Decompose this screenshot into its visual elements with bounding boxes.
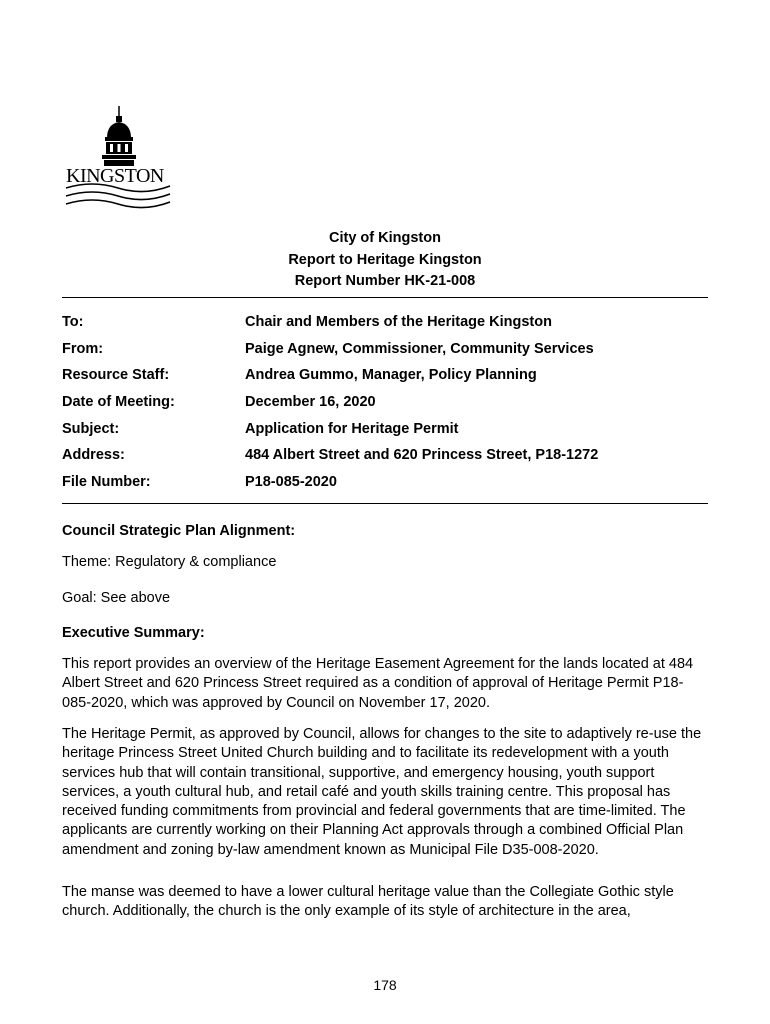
header-report-to: Report to Heritage Kingston	[288, 251, 482, 268]
meta-label: Date of Meeting:	[62, 394, 175, 411]
meta-row-resource-staff	[62, 367, 712, 394]
meta-label: File Number:	[62, 474, 151, 491]
meta-row-address	[62, 447, 712, 474]
meta-row-date	[62, 394, 712, 421]
meta-label: Resource Staff:	[62, 367, 170, 384]
city-hall-dome-icon	[62, 104, 172, 216]
theme-text: Theme: Regulatory & compliance	[62, 554, 277, 570]
meta-label: Address:	[62, 447, 125, 464]
meta-value: P18-085-2020	[245, 474, 337, 491]
meta-row-from	[62, 341, 712, 368]
meta-label: Subject:	[62, 420, 120, 437]
meta-row-to	[62, 314, 712, 341]
header-report-number: Report Number HK-21-008	[294, 273, 476, 289]
divider-bottom	[62, 503, 708, 504]
header-city: City of Kingston	[329, 230, 441, 246]
meta-value: December 16, 2020	[245, 394, 376, 411]
goal-text: Goal: See above	[62, 590, 171, 606]
page-number: 178	[373, 977, 397, 993]
divider-top	[62, 297, 708, 298]
meta-value: 484 Albert Street and 620 Princess Street, P18-1272	[245, 447, 599, 464]
meta-label: From:	[62, 340, 104, 357]
paragraph-1: This report provides an overview of the Heritage Easement Agreement for the lands located at 484 Albert Street and 620 Princess Street required as a condition of approval of Heritage Permit P18-085-2020, which was approved by Council on November 17, 2020.	[62, 656, 694, 711]
meta-row-file-number	[62, 474, 712, 501]
meta-row-subject	[62, 421, 712, 448]
executive-summary-heading: Executive Summary:	[62, 625, 205, 641]
meta-value: Paige Agnew, Commissioner, Community Services	[245, 340, 594, 357]
report-header	[0, 228, 770, 293]
meta-value: Andrea Gummo, Manager, Policy Planning	[245, 367, 537, 384]
paragraph-2: The Heritage Permit, as approved by Council, allows for changes to the site to adaptively re-use the heritage Princess Street United Church building and to facilitate its redevelopment with a youth services hub that will contain transitional, supportive, and emergency housing, youth support services, a youth cultural hub, and retail café and youth skills training centre. This proposal has received funding commitments from provincial and federal governments that are time-limited. The applicants are currently working on their Planning Act approvals through a combined Official Plan amendment and zoning by-law amendment known as Municipal File D35-008-2020.	[62, 726, 702, 858]
strategic-plan-heading: Council Strategic Plan Alignment:	[62, 523, 296, 539]
report-meta-table	[62, 314, 712, 501]
meta-value: Application for Heritage Permit	[245, 420, 459, 437]
paragraph-3: The manse was deemed to have a lower cultural heritage value than the Collegiate Gothic style church. Additionally, the church is the only example of its style of architecture in the area,	[62, 884, 674, 920]
meta-value: Chair and Members of the Heritage Kingston	[245, 314, 552, 330]
meta-label: To:	[62, 314, 84, 330]
kingston-logo	[62, 104, 172, 216]
logo-wordmark: KINGSTON	[66, 165, 164, 187]
